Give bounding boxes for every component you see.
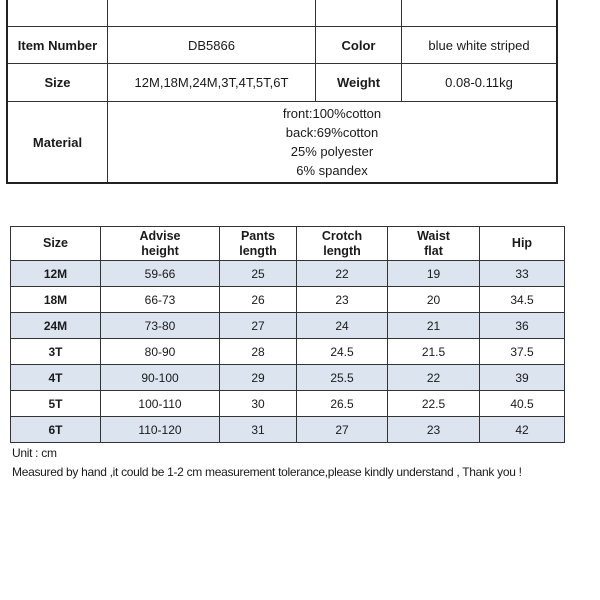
table-cell: 23 [388, 417, 480, 443]
size-cell: 12M [11, 261, 101, 287]
column-header-crotch-length: Crotch length [297, 227, 388, 261]
unit-note: Unit : cm [12, 446, 57, 460]
table-cell: 42 [480, 417, 565, 443]
table-row [11, 365, 565, 391]
table-cell: 27 [220, 313, 297, 339]
column-header-size: Size [11, 227, 101, 261]
table-cell: 110-120 [101, 417, 220, 443]
table-row [11, 261, 565, 287]
table-cell: 40.5 [480, 391, 565, 417]
table-cell: 22.5 [388, 391, 480, 417]
table-cell: 59-66 [101, 261, 220, 287]
size-label: Size [44, 75, 71, 90]
color-value: blue white striped [428, 37, 530, 53]
table-cell: 36 [480, 313, 565, 339]
material-line: 6% spandex [296, 163, 368, 178]
table-row [11, 417, 565, 443]
table-cell: 33 [480, 261, 565, 287]
material-label: Material [32, 134, 83, 150]
column-header-advise-height: Advise height [101, 227, 220, 261]
size-cell: 18M [11, 287, 101, 313]
table-cell: 31 [220, 417, 297, 443]
table-cell: 66-73 [101, 287, 220, 313]
table-cell: 26 [220, 287, 297, 313]
table-cell: 100-110 [101, 391, 220, 417]
table-cell: 39 [480, 365, 565, 391]
table-cell: 20 [388, 287, 480, 313]
size-chart-table [10, 226, 565, 443]
table-cell: 34.5 [480, 287, 565, 313]
weight-label: Weight [336, 75, 381, 90]
table-cell: 21.5 [388, 339, 480, 365]
product-info-table [6, 0, 558, 184]
table-cell: 29 [220, 365, 297, 391]
table-cell: 73-80 [101, 313, 220, 339]
material-line: front:100%cotton [282, 106, 382, 121]
table-cell: 25.5 [297, 365, 388, 391]
table-cell: 22 [297, 261, 388, 287]
table-cell: 37.5 [480, 339, 565, 365]
table-cell: 90-100 [101, 365, 220, 391]
size-cell: 5T [11, 391, 101, 417]
table-row [11, 391, 565, 417]
material-line: 25% polyester [290, 144, 374, 159]
table-cell: 22 [388, 365, 480, 391]
table-cell: 26.5 [297, 391, 388, 417]
size-cell: 4T [11, 365, 101, 391]
table-cell: 19 [388, 261, 480, 287]
material-line: back:69%cotton [285, 125, 379, 140]
column-header-waist-flat: Waist flat [388, 227, 480, 261]
table-cell: 80-90 [101, 339, 220, 365]
table-cell: 24 [297, 313, 388, 339]
item-number-value: DB5866 [188, 37, 235, 53]
size-chart-header-row [11, 227, 565, 261]
table-cell: 24.5 [297, 339, 388, 365]
item-number-label: Item Number [17, 37, 98, 53]
table-cell: 30 [220, 391, 297, 417]
table-row [11, 287, 565, 313]
column-header-pants-length: Pants length [220, 227, 297, 261]
size-cell: 24M [11, 313, 101, 339]
color-label: Color [341, 37, 376, 53]
table-row [11, 313, 565, 339]
material-value [108, 102, 556, 182]
table-cell: 27 [297, 417, 388, 443]
column-header-hip: Hip [480, 227, 565, 261]
table-cell: 21 [388, 313, 480, 339]
table-cell: 25 [220, 261, 297, 287]
size-value: 12M,18M,24M,3T,4T,5T,6T [134, 75, 289, 90]
table-cell: 28 [220, 339, 297, 365]
size-cell: 6T [11, 417, 101, 443]
weight-value: 0.08-0.11kg [445, 75, 513, 90]
table-cell: 23 [297, 287, 388, 313]
table-row [11, 339, 565, 365]
size-cell: 3T [11, 339, 101, 365]
measurement-disclaimer: Measured by hand ,it could be 1-2 cm measurement tolerance,please kindly understand , Thank you ! [12, 465, 522, 479]
